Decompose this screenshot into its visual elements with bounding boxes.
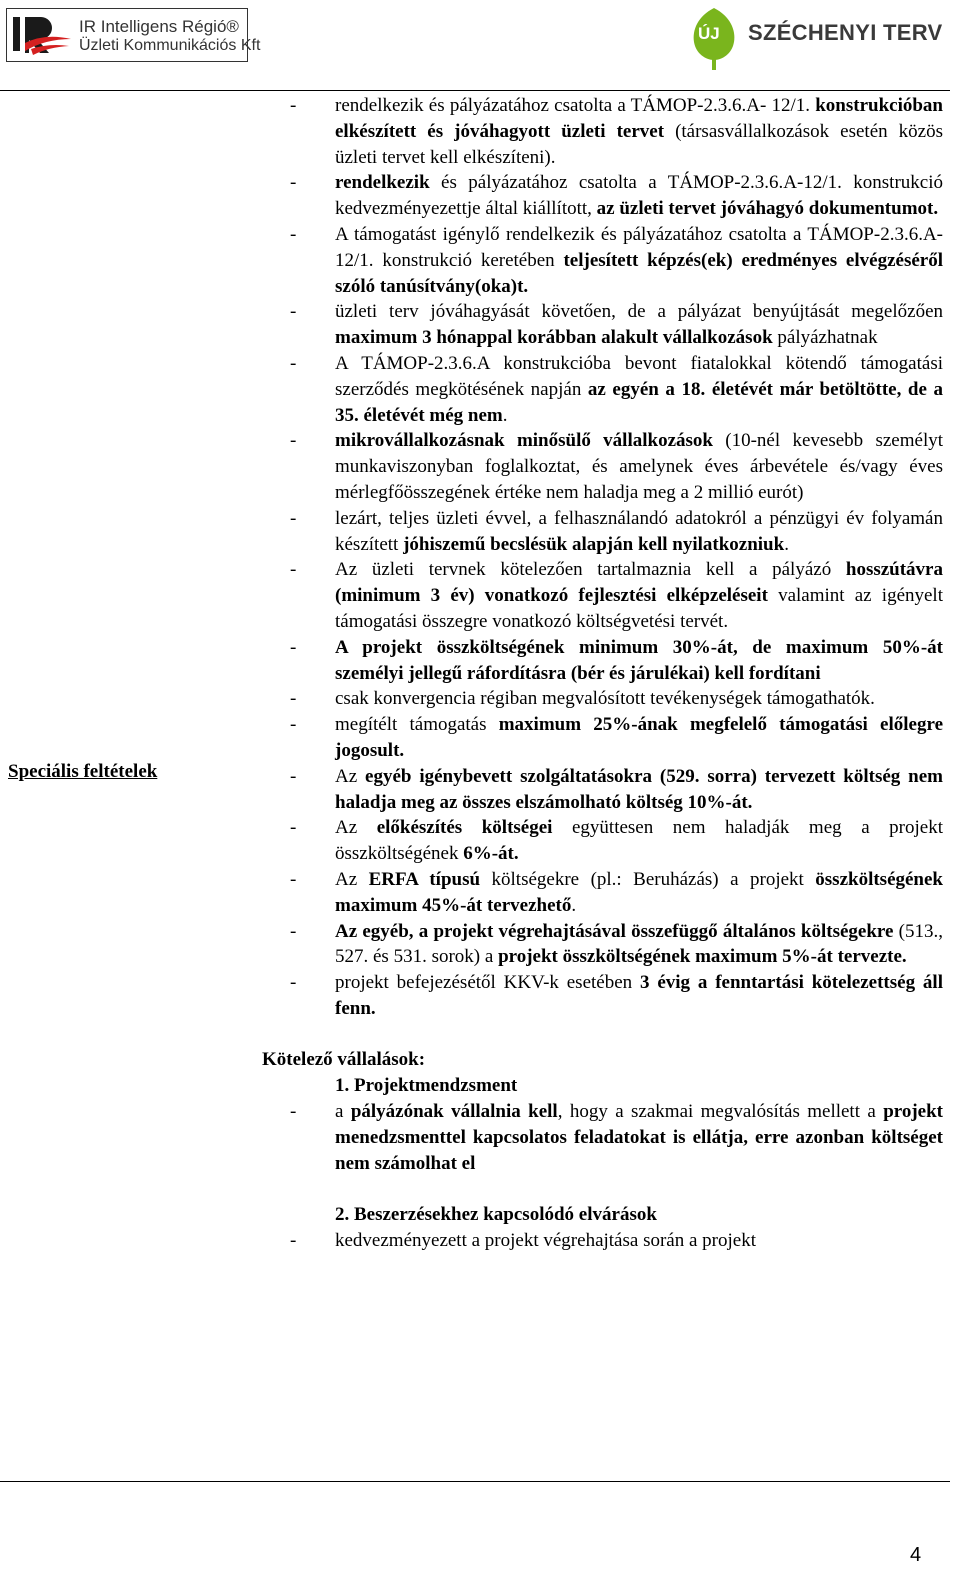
spacer — [290, 1176, 943, 1202]
text-run: jóhiszemű becslésük alapján kell nyilatkozniuk — [403, 533, 785, 555]
ir-mark-icon — [11, 13, 73, 57]
list-dash: - — [290, 172, 297, 194]
list-item — [290, 351, 943, 428]
subsection-title-2: 2. Beszerzésekhez kapcsolódó elvárások — [335, 1204, 657, 1226]
page-number: 4 — [910, 1544, 922, 1566]
list-item — [290, 970, 943, 1022]
list-dash: - — [290, 559, 297, 581]
subsection-2-list — [290, 1228, 943, 1254]
text-run: az üzleti tervet jóváhagyó dokumentumot. — [596, 198, 939, 220]
text-run: Az — [335, 765, 366, 787]
text-run: projekt összköltségének maximum 5%-át tervezte. — [498, 946, 907, 968]
text-run: maximum 25%-ának megfelelő támogatási előlegre jogosult. — [335, 714, 943, 761]
list-dash: - — [290, 301, 297, 323]
text-run: A támogatást igénylő rendelkezik és pályázatához csatolta a TÁMOP-2.3.6.A-12/1. konstrukció keretében — [335, 223, 943, 271]
text-run: 3 évig a fenntartási kötelezettség áll fenn. — [335, 972, 943, 1019]
text-run: Az üzleti tervnek kötelezően tartalmaznia kell a pályázó — [335, 559, 846, 581]
list-item — [290, 919, 943, 971]
text-run: valamint az igényelt támogatási összegre vonatkozó költségvetési tervét. — [335, 585, 943, 632]
text-run: (társasvállalkozások esetén közös üzleti tervet kell elkészíteni). — [335, 120, 943, 168]
text-run: A TÁMOP-2.3.6.A konstrukcióba bevont fiatalokkal kötendő támogatási szerződés megkötésének napján — [335, 352, 943, 400]
text-run: Az — [335, 868, 369, 890]
text-run: projekt befejezésétől KKV-k esetében — [335, 972, 640, 994]
list-item — [290, 93, 943, 170]
text-run: együttesen nem haladják meg a projekt összköltségének — [335, 817, 943, 865]
text-run: a — [335, 1101, 351, 1123]
list-dash: - — [290, 430, 297, 452]
list-dash: - — [290, 1230, 297, 1252]
text-run: hosszútávra (minimum 3 év) vonatkozó fejlesztési elképzeléseit — [335, 559, 943, 607]
text-run: lezárt, teljes üzleti évvel, a felhasználandó adatokról a pénzügyi év folyamán készített — [335, 507, 943, 555]
conditions-content — [262, 93, 944, 1254]
list-dash: - — [290, 688, 297, 710]
logo-right-prefix: ÚJ — [698, 24, 720, 43]
list-item — [290, 222, 943, 299]
szechenyi-logo — [690, 6, 952, 76]
list-item — [290, 428, 943, 505]
conditions-list — [290, 93, 943, 1022]
text-run: és pályázatához csatolta a TÁMOP-2.3.6.A-12/1. konstrukció kedvezményezettje által kiállított, — [335, 172, 943, 220]
list-item — [290, 867, 943, 919]
list-item — [290, 299, 943, 351]
text-run: rendelkezik — [335, 172, 430, 194]
text-run: (513., 527. és 531. sorok) a — [335, 920, 943, 968]
text-run: összköltségének maximum 45%-át tervezhető — [335, 868, 944, 916]
text-run: Az — [335, 817, 377, 839]
text-run: maximum 3 hónappal korábban alakult vállalkozások — [335, 327, 773, 349]
subsection-1-list — [290, 1099, 943, 1176]
text-run: ERFA típusú — [368, 868, 481, 890]
text-run: előkészítés költségei — [376, 817, 553, 839]
list-item — [290, 506, 943, 558]
text-run: konstrukcióban elkészített és jóváhagyott üzleti tervet — [335, 95, 943, 142]
list-item — [290, 557, 943, 634]
text-run: . — [784, 533, 789, 555]
list-dash: - — [290, 817, 297, 839]
text-run: Az egyéb, a projekt végrehajtásával összefüggő általános költségekre — [335, 920, 894, 942]
text-run: üzleti terv jóváhagyását követően, de a pályázat benyújtását megelőzően — [335, 301, 943, 323]
list-dash: - — [290, 223, 297, 245]
text-run: . — [502, 404, 508, 426]
subsection-title-1: 1. Projektmendzsment — [335, 1075, 518, 1097]
list-item — [290, 712, 943, 764]
list-dash: - — [290, 972, 297, 994]
list-dash: - — [290, 1101, 297, 1123]
list-dash: - — [290, 636, 297, 658]
row-label: Speciális feltételek — [8, 761, 158, 782]
text-run: 6%-át. — [463, 843, 519, 865]
list-item — [290, 1099, 943, 1176]
list-item — [290, 764, 943, 816]
list-dash: - — [290, 714, 297, 736]
text-run: mikrovállalkozásnak minősülő vállalkozások — [335, 430, 713, 452]
list-dash: - — [290, 352, 297, 374]
text-run: költségekre (pl.: Beruházás) a projekt — [480, 868, 816, 890]
ir-logo — [6, 8, 261, 62]
text-run: megítélt támogatás — [335, 714, 499, 736]
text-run: csak konvergencia régiban megvalósított tevékenységek támogathatók. — [335, 688, 875, 710]
text-run: teljesített képzés(ek) eredményes elvégzéséről szóló tanúsítvány(oka)t. — [335, 249, 943, 297]
text-run: pályázónak vállalnia kell — [350, 1101, 558, 1123]
page-header — [0, 0, 960, 86]
text-run: projekt menedzsmenttel kapcsolatos feladatokat is ellátja, erre azonban költséget nem számolhat el — [335, 1101, 943, 1174]
text-run: (10-nél kevesebb személyt munkaviszonyban foglalkoztat, és amelynek éves árbevétele és/vagy éves mérlegfőösszegének értéke nem haladja meg a 2 millió eurót) — [335, 430, 943, 503]
text-run: egyéb igénybevett szolgáltatásokra (529. sorra) tervezett költség nem haladja meg az összes elszámolható költség 10%-át. — [335, 765, 943, 813]
list-item — [290, 170, 943, 222]
text-run: az egyén a 18. életévét már betöltötte, de a 35. életévét még nem — [335, 378, 943, 426]
list-dash: - — [290, 920, 297, 942]
table-top-border — [0, 90, 950, 91]
list-item — [290, 686, 943, 712]
list-dash: - — [290, 507, 297, 529]
list-dash: - — [290, 765, 297, 787]
list-item — [290, 815, 943, 867]
text-run: A projekt összköltségének minimum 30%-át, de maximum 50%-át személyi jellegű ráfordításra (bér és járulékai) kell fordítani — [335, 636, 943, 684]
table-bottom-border — [0, 1481, 950, 1482]
logo-right-text: SZÉCHENYI TERV — [748, 20, 943, 45]
text-run: . — [571, 894, 577, 916]
text-run: , hogy a szakmai megvalósítás mellett a — [557, 1101, 884, 1123]
list-item — [290, 1228, 943, 1254]
list-dash: - — [290, 868, 297, 890]
list-dash: - — [290, 95, 297, 116]
list-item — [290, 635, 943, 687]
text-run: pályázhatnak — [772, 327, 878, 349]
logo-left-line2: Üzleti Kommunikációs Kft — [79, 37, 261, 54]
logo-left-line1: IR Intelligens Régió® — [79, 17, 239, 36]
section-title: Kötelező vállalások: — [262, 1049, 426, 1071]
text-run: rendelkezik és pályázatához csatolta a TÁMOP-2.3.6.A- 12/1. — [335, 95, 816, 116]
text-run: kedvezményezett a projekt végrehajtása során a projekt — [335, 1230, 756, 1252]
